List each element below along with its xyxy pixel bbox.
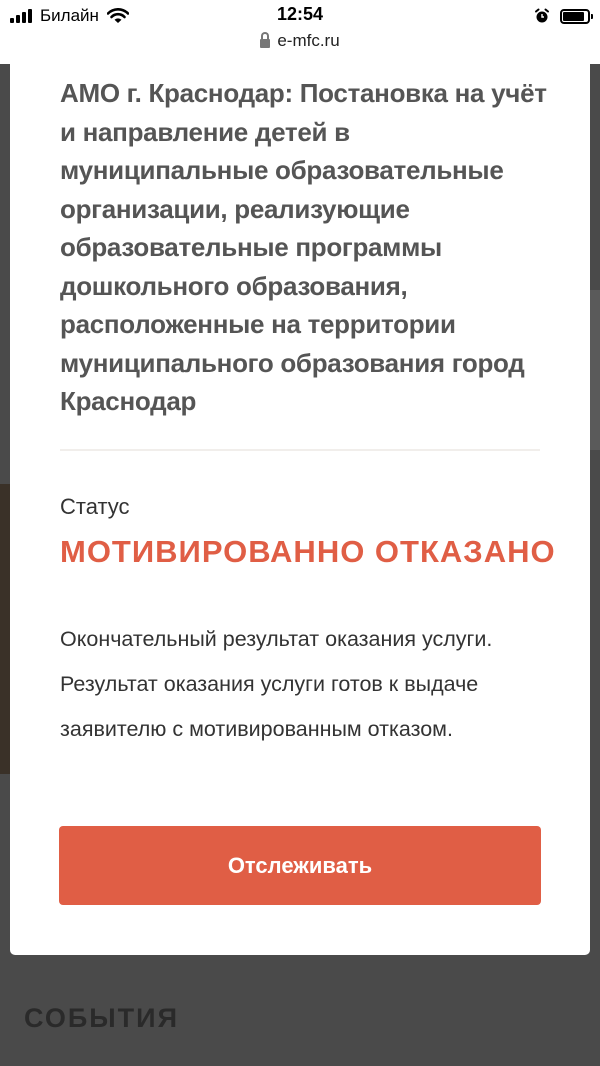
status-description: Окончательный результат оказания услуги. Результат оказания услуги готов к выдаче заявителю с мотивированным отказом. (60, 627, 493, 741)
carrier-name: Билайн (40, 6, 99, 25)
address-bar[interactable] (0, 31, 600, 51)
status-label: Статус (60, 494, 130, 519)
track-button[interactable]: Отслеживать (59, 826, 541, 905)
divider (60, 449, 540, 451)
battery-icon (560, 9, 590, 24)
status-modal (10, 64, 590, 955)
lock-icon (260, 39, 270, 48)
status-time: 12:54 (276, 4, 324, 24)
alarm-icon (534, 8, 550, 24)
url-text: e-mfc.ru (277, 31, 340, 50)
background-scrollbar (590, 290, 600, 450)
status-bar (0, 0, 600, 64)
status-bar-right (534, 5, 590, 27)
status-value: МОТИВИРОВАННО ОТКАЗАНО (60, 534, 556, 569)
events-heading: СОБЫТИЯ (24, 1003, 179, 1033)
background-image-edge (0, 484, 10, 774)
service-title: АМО г. Краснодар: Постановка на учёт и направление детей в муниципальные образовательные организации, реализующие образовательные программы дошкольного образования, расположенные на территории муниципального образования город Краснодар (60, 78, 547, 416)
